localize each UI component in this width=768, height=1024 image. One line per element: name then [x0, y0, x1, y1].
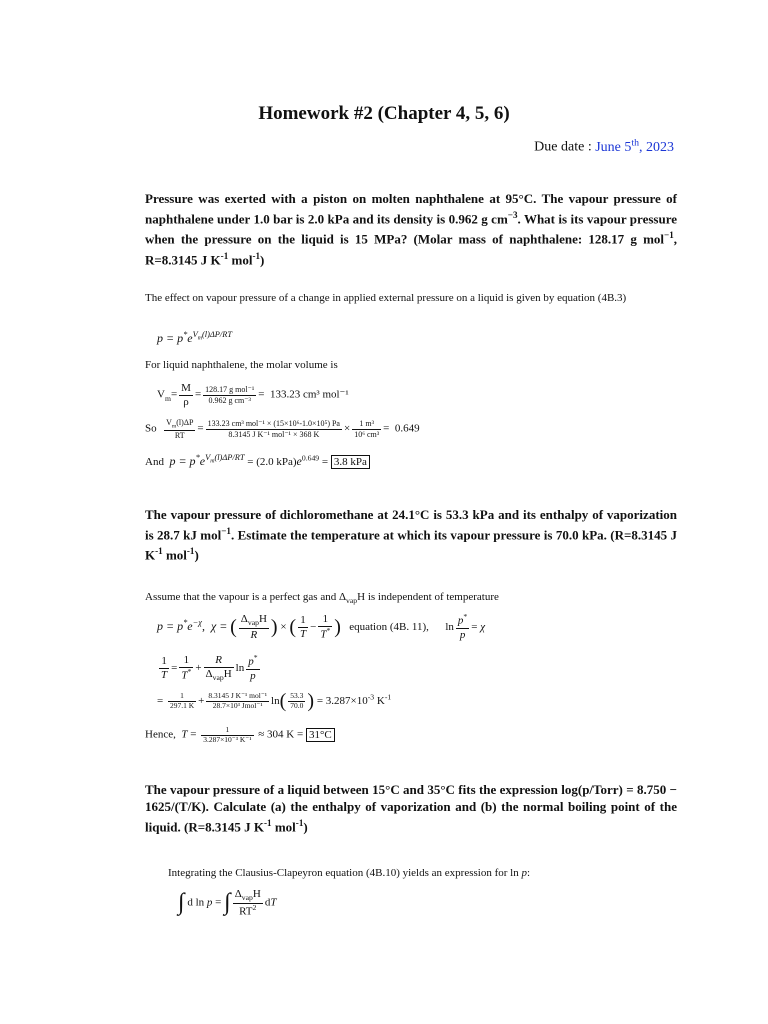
due-date-label: Due date : — [534, 139, 596, 155]
question-2: The vapour pressure of dichloromethane at 24.1°C is 53.3 kPa and its enthalpy of vaporization is 28.7 kJ mol$^{-1}$. Estimate the temperature at which its vapour pressure is 70.0 kPa. (R=8.3145 J $K^{-1}$ mol$^{-1}$) — [145, 507, 678, 563]
molar-volume-equation: $V_m=$ $\frac{M}{\rho}$ = $\frac{\text{128.17 g mol⁻¹}}{\text{0.962 g cm⁻³}}$ = 133.23 cm³ mol⁻¹ — [157, 382, 349, 408]
solution-2-assumption: Assume that the vapour is a perfect gas and $\Delta_{vap}H$ is independent of temperature — [145, 591, 499, 606]
hence-equation: Hence, T = $\frac{1}{\text{3.287×10⁻³ K⁻¹}}$ ≈ 304 K = 31°C — [145, 726, 335, 744]
so-equation: So $\frac{V_m(l)\Delta P}{RT}$ = $\frac{\text{133.23 cm³ mol⁻¹ × (15×10⁶-1.0×10⁵) Pa}}{\text{8.3145 J K⁻¹ mol⁻¹ × 368 K}}$ × $\frac{\text{1 m³}}{\text{10⁶ cm³}}$ = 0.649 — [145, 418, 420, 441]
page-title: Homework #2 (Chapter 4, 5, 6) — [258, 103, 510, 124]
substitution-equation: = $\frac{1}{297.1 K}$ + $\frac{\text{8.3145 J K⁻¹ mol⁻¹}}{\text{28.7×10³ Jmol⁻¹}}$ ln( $\frac{53.3}{70.0}$ ) = $3.287\times 10^{-3}$ $K^{-1}$ — [157, 690, 392, 712]
solution-3-intro: Integrating the Clausius-Clapeyron equation (4B.10) yields an expression for ln p: — [168, 867, 531, 879]
due-date — [534, 137, 674, 156]
answer-1-box: 3.8 kPa — [331, 455, 370, 469]
due-date-value: June 5th, 2023 — [595, 137, 674, 155]
solution-1-intro: The effect on vapour pressure of a change in applied external pressure on a liquid is given by equation (4B.3) — [145, 292, 627, 304]
answer-2-box: 31°C — [306, 728, 335, 742]
molar-volume-intro: For liquid naphthalene, the molar volume is — [145, 359, 338, 371]
chi-equation: $p = p^*e^{-\chi}$, χ = ( $\frac{\Delta_{vap}H}{R}$ ) × ( $\frac{1}{T}$ − $\frac{1}{T^*}$ ) equation (4B. 11), ln $\frac{p^*}{p}$ = χ — [157, 612, 486, 642]
clausius-clapeyron-integral: ∫ d ln p = ∫ $\frac{\Delta_{vap}H}{RT^2}$ dT — [178, 888, 277, 918]
equation-4b3: $p = p^*e^{V_m(l)\Delta P/RT}$ — [157, 330, 233, 345]
question-3: The vapour pressure of a liquid between 15°C and 35°C fits the expression log(p/Torr) = 8.750 − 1625/(T/K). Calculate (a) the enthalpy of vaporization and (b) the normal boiling point of the liquid. (R=8.3145 J $K^{-1}$ mol$^{-1}$) — [145, 782, 677, 835]
reciprocal-t-equation: $\frac{1}{T}$ = $\frac{1}{T^*}$ + $\frac{R}{\Delta_{vap}H}$ ln $\frac{p^*}{p}$ — [161, 653, 258, 682]
and-equation: And $p = p^*e^{V_m(l)\Delta P/RT} = (2.0$ $kPa)e^{0.649} = 3.8$ kPa — [145, 453, 370, 469]
question-1: Pressure was exerted with a piston on molten naphthalene at 95°C. The vapour pressure of naphthalene under 1.0 bar is 2.0 kPa and its density is 0.962 g $cm^{-3}$. What is its vapour pressure when the pressure on the liquid is 15 MPa? (Molar mass of naphthalene: 128.17 g mol$^{-1}$, R=8.3145 J $K^{-1}$ mol$^{-1}$) — [145, 191, 677, 267]
